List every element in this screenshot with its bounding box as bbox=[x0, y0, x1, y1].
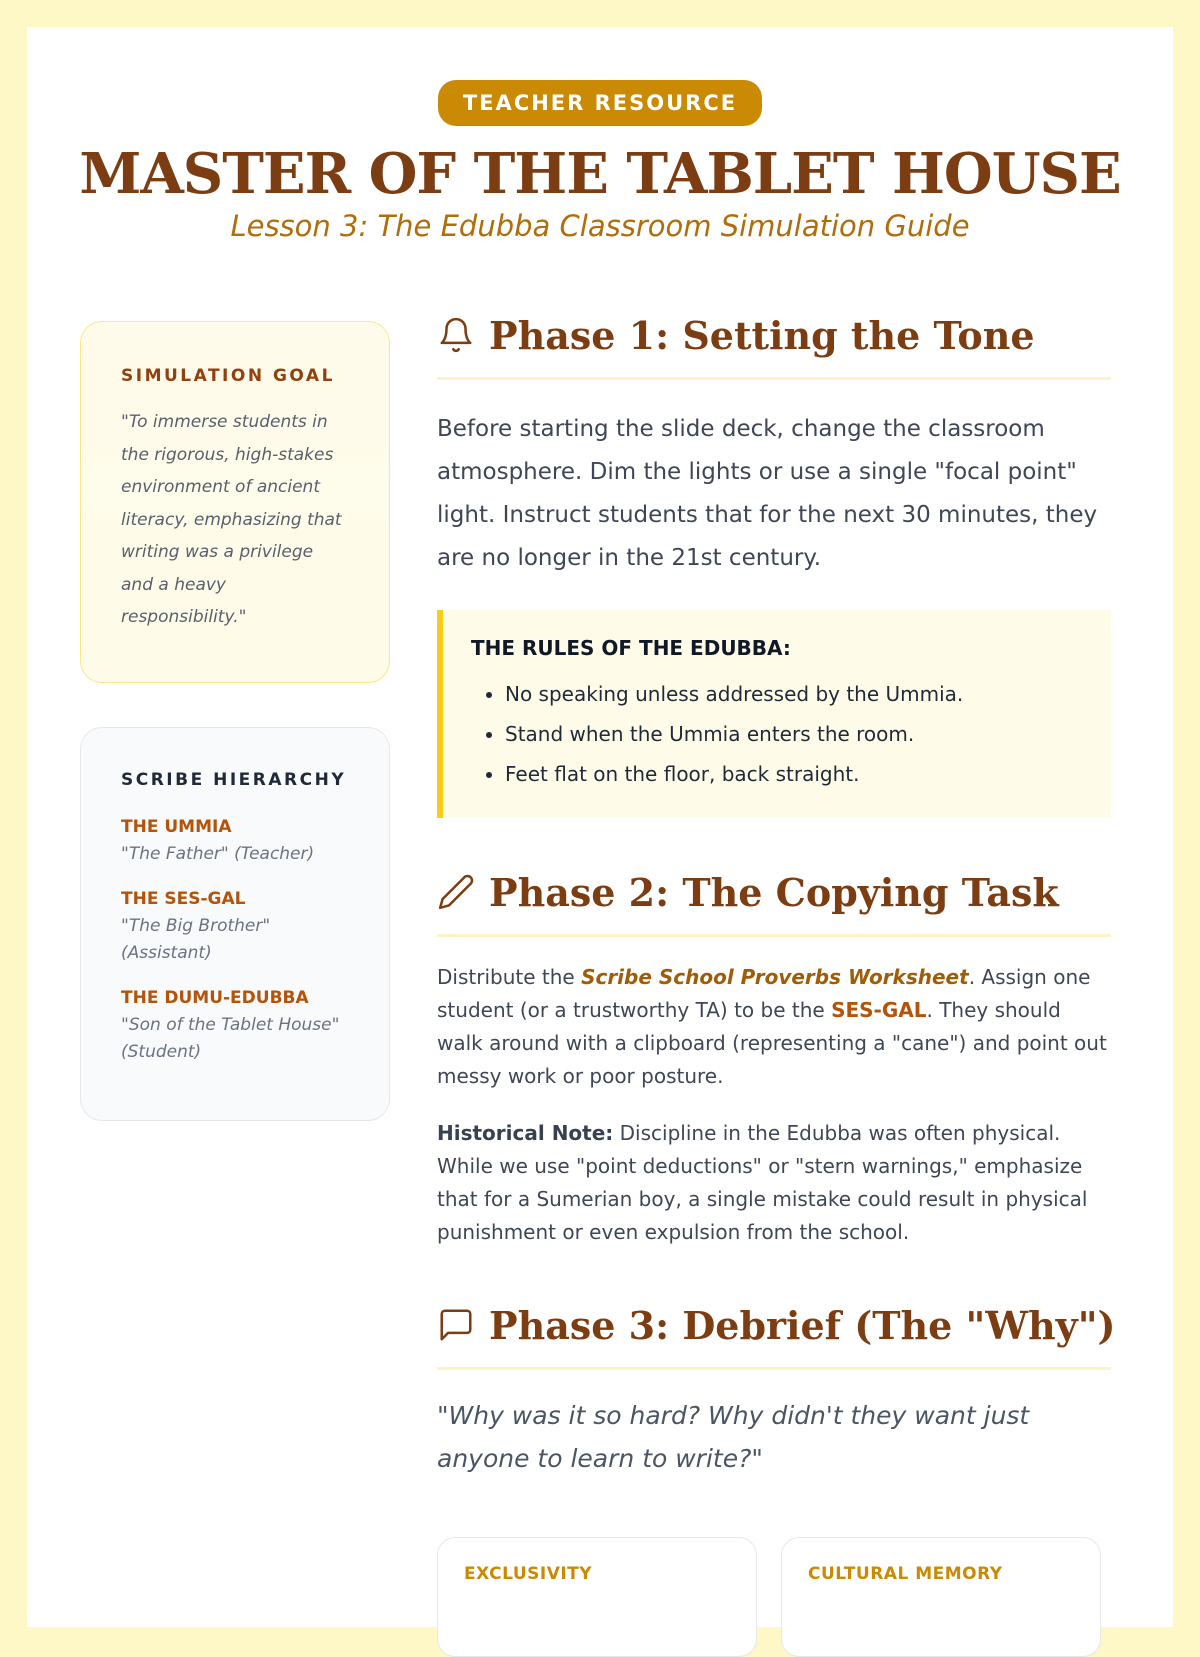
simulation-goal-box bbox=[80, 321, 390, 683]
phase-2-heading bbox=[437, 864, 1111, 937]
speech-bubble-icon bbox=[437, 1306, 475, 1344]
scribe-hierarchy-box bbox=[80, 727, 390, 1121]
pencil-icon bbox=[437, 873, 475, 911]
main-content bbox=[437, 307, 1116, 1480]
worksheet-name: Scribe School Proverbs Worksheet bbox=[581, 965, 969, 989]
rule-item: • Stand when the Ummia enters the room. bbox=[505, 714, 1081, 754]
simulation-goal-heading: SIMULATION GOAL bbox=[121, 366, 335, 386]
page-header bbox=[27, 80, 1173, 246]
phase-1-heading bbox=[437, 307, 1111, 380]
phase-1-title: Phase 1: Setting the Tone bbox=[489, 312, 1035, 358]
text-fragment: Distribute the bbox=[437, 965, 582, 989]
rule-item: • Feet flat on the floor, back straight. bbox=[505, 754, 1081, 794]
phase-3-title: Phase 3: Debrief (The "Why") bbox=[489, 1302, 1116, 1348]
role-description: "The Father" (Teacher) bbox=[121, 844, 315, 864]
role-description: "The Big Brother" (Assistant) bbox=[121, 916, 271, 963]
phase-2-title: Phase 2: The Copying Task bbox=[489, 869, 1059, 915]
simulation-goal-text: "To immerse students in the rigorous, high-stakes environment of ancient literacy, emphasizing that writing was a privilege and a heavy responsibility." bbox=[121, 412, 342, 627]
exclusivity-heading: EXCLUSIVITY bbox=[464, 1564, 593, 1584]
historical-note-text: Discipline in the Edubba was often physical. While we use "point deductions" or "stern warnings," emphasize that for a Sumerian boy, a single mistake could result in physical punishment or even expulsion from the school. bbox=[437, 1121, 1088, 1244]
teacher-resource-badge: TEACHER RESOURCE bbox=[438, 80, 762, 126]
phase-2-paragraph bbox=[437, 961, 1111, 1093]
role-description: "Son of the Tablet House" (Student) bbox=[121, 1015, 340, 1062]
role-ummia bbox=[121, 814, 349, 868]
scribe-hierarchy-heading: SCRIBE HIERARCHY bbox=[121, 770, 347, 790]
rules-list bbox=[471, 674, 1081, 794]
rule-item: • No speaking unless addressed by the Ummia. bbox=[505, 674, 1081, 714]
page-subtitle: Lesson 3: The Edubba Classroom Simulation Guide bbox=[230, 209, 970, 243]
page-card bbox=[27, 27, 1173, 1627]
page-title: MASTER OF THE TABLET HOUSE bbox=[79, 141, 1121, 207]
rules-callout bbox=[437, 610, 1111, 818]
text-fragment: . They should walk around with a clipboard (representing a "cane") and point out messy work or poor posture. bbox=[437, 998, 1107, 1088]
role-name: THE UMMIA bbox=[121, 817, 232, 837]
phase-3-heading bbox=[437, 1297, 1116, 1370]
debrief-question: "Why was it so hard? Why didn't they want just anyone to learn to write?" bbox=[437, 1401, 1030, 1473]
exclusivity-card bbox=[437, 1537, 757, 1657]
cultural-memory-heading: CULTURAL MEMORY bbox=[808, 1564, 1003, 1584]
rules-heading: THE RULES OF THE EDUBBA: bbox=[471, 636, 791, 660]
cultural-memory-card bbox=[781, 1537, 1101, 1657]
historical-note-label: Historical Note: bbox=[437, 1121, 614, 1145]
ses-gal-term: SES-GAL bbox=[831, 998, 927, 1022]
role-dumu-edubba bbox=[121, 985, 349, 1066]
phase-1-body: Before starting the slide deck, change the classroom atmosphere. Dim the lights or use a single "focal point" light. Instruct students that for the next 30 minutes, they are no longer in the 21st century. bbox=[437, 416, 1098, 571]
role-ses-gal bbox=[121, 886, 349, 967]
text-fragment: . Assign one student (or a trustworthy TA) to be the bbox=[437, 965, 1091, 1022]
historical-note bbox=[437, 1117, 1111, 1249]
role-name: THE SES-GAL bbox=[121, 889, 246, 909]
bell-icon bbox=[437, 316, 475, 354]
role-name: THE DUMU-EDUBBA bbox=[121, 988, 309, 1008]
